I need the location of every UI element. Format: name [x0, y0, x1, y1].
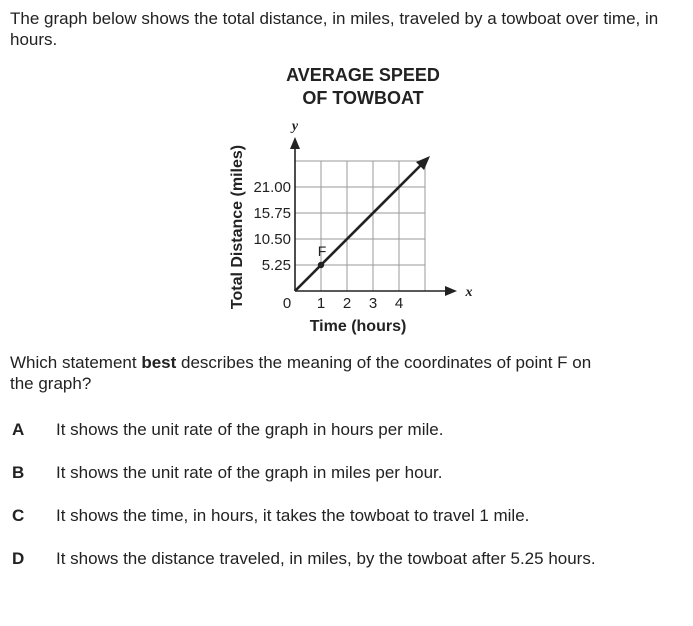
question-text	[10, 352, 610, 394]
question-emphasis: best	[141, 353, 177, 372]
chart-title-line1: AVERAGE SPEED	[286, 65, 440, 85]
choice-text: It shows the time, in hours, it takes the towboat to travel 1 mile.	[56, 506, 530, 525]
choice-text: It shows the unit rate of the graph in miles per hour.	[56, 463, 443, 482]
chart-title-line2: OF TOWBOAT	[302, 88, 424, 108]
choice-letter: D	[12, 549, 25, 568]
origin-label: 0	[282, 295, 292, 312]
y-tick-label: 5.25	[261, 257, 291, 274]
x-tick-label: 1	[316, 295, 326, 312]
y-tick-label: 15.75	[253, 205, 291, 222]
chart-tick-labels	[253, 179, 403, 312]
question-prefix: Which statement	[10, 353, 142, 372]
point-f-marker	[318, 262, 324, 268]
choice-c[interactable]	[12, 505, 529, 526]
point-f-label: F	[317, 243, 327, 259]
x-axis-title: Time (hours)	[309, 318, 407, 335]
x-tick-label: 2	[342, 295, 352, 312]
series-line	[295, 165, 421, 291]
intro-text: The graph below shows the total distance, in miles, traveled by a towboat over time, in hours.	[10, 9, 659, 49]
choice-b[interactable]	[12, 462, 443, 483]
choice-text: It shows the distance traveled, in miles, by the towboat after 5.25 hours.	[56, 549, 596, 568]
y-axis-letter: y	[291, 119, 299, 134]
y-tick-label: 10.50	[253, 231, 291, 248]
x-axis-letter: x	[465, 285, 473, 300]
choice-letter: B	[12, 463, 25, 482]
x-axis-arrow	[445, 286, 457, 296]
question-suffix: describes the meaning of the coordinates of point F on the graph?	[10, 353, 592, 393]
choice-letter: C	[12, 506, 25, 525]
choice-d[interactable]	[12, 548, 596, 569]
x-tick-label: 4	[394, 295, 404, 312]
choice-text: It shows the unit rate of the graph in hours per mile.	[56, 420, 444, 439]
choice-a[interactable]	[12, 419, 443, 440]
x-tick-label: 3	[368, 295, 378, 312]
y-axis-arrow	[290, 137, 300, 149]
choice-letter: A	[12, 420, 25, 439]
chart-series	[295, 156, 430, 291]
y-axis-title: Total Distance (miles)	[229, 144, 246, 310]
y-tick-label: 21.00	[253, 179, 291, 196]
